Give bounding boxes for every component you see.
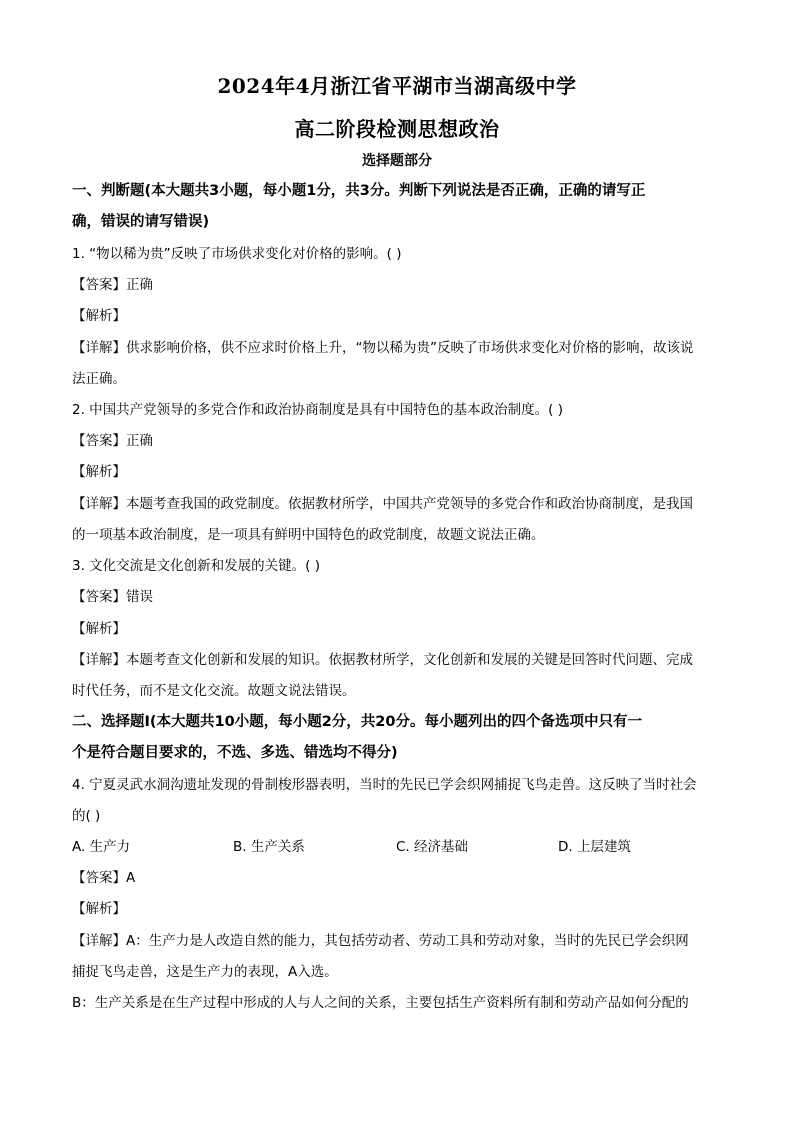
q3-detail-line1: 【详解】本题考查文化创新和发展的知识。依据教材所学，文化创新和发展的关键是回答时代问题、完成: [72, 652, 693, 668]
document-title-line1: 2024年4月浙江省平湖市当湖高级中学: [217, 74, 577, 98]
q1-detail-line2: 法正确。: [72, 371, 126, 387]
q2-answer: 【答案】正确: [72, 433, 153, 449]
q3-detail-line2: 时代任务，而不是文化交流。故题文说法错误。: [72, 683, 356, 699]
document-title-line2: 高二阶段检测思想政治: [294, 117, 500, 141]
part2-heading-line2: 个是符合题目要求的，不选、多选、错选均不得分): [72, 745, 398, 761]
q4-analysis: 【解析】: [72, 901, 126, 917]
q4-answer: 【答案】A: [72, 870, 136, 886]
q3-analysis: 【解析】: [72, 621, 126, 637]
q4-question-line1: 4. 宁夏灵武水洞沟遗址发现的骨制梭形器表明，当时的先民已学会织网捕捉飞鸟走兽。这反映了当时社会: [72, 777, 697, 793]
q1-answer: 【答案】正确: [72, 277, 153, 293]
q3-answer: 【答案】错误: [72, 589, 153, 605]
q1-detail-line1: 【详解】供求影响价格，供不应求时价格上升，“物以稀为贵”反映了市场供求变化对价格的影响，故该说: [72, 340, 694, 356]
q4-detail-line2: 捕捉飞鸟走兽，这是生产力的表现，A入选。: [72, 964, 338, 980]
part1-heading-line2: 确，错误的请写错误): [72, 214, 210, 230]
q2-detail-line2: 的一项基本政治制度，是一项具有鲜明中国特色的政党制度，故题文说法正确。: [72, 527, 545, 543]
q4-detail-line3: B：生产关系是在生产过程中形成的人与人之间的关系，主要包括生产资料所有制和劳动产品如何分配的: [72, 995, 689, 1011]
q2-question: 2. 中国共产党领导的多党合作和政治协商制度是具有中国特色的基本政治制度。( ): [72, 402, 563, 418]
q4-option-d: D. 上层建筑: [558, 839, 631, 855]
q4-option-a: A. 生产力: [72, 839, 131, 855]
q1-analysis: 【解析】: [72, 308, 126, 324]
section-label: 选择题部分: [362, 153, 432, 169]
part2-heading-line1: 二、选择题Ⅰ(本大题共10小题，每小题2分，共20分。每小题列出的四个备选项中只有一: [72, 714, 642, 730]
q1-question: 1. “物以稀为贵”反映了市场供求变化对价格的影响。( ): [72, 246, 402, 262]
q4-detail-line1: 【详解】A：生产力是人改造自然的能力，其包括劳动者、劳动工具和劳动对象，当时的先民已学会织网: [72, 933, 689, 949]
q3-question: 3. 文化交流是文化创新和发展的关键。( ): [72, 558, 320, 574]
q4-option-c: C. 经济基础: [396, 839, 469, 855]
part1-heading-line1: 一、判断题(本大题共3小题，每小题1分，共3分。判断下列说法是否正确，正确的请写正: [72, 183, 646, 199]
q2-analysis: 【解析】: [72, 464, 126, 480]
q4-option-b: B. 生产关系: [233, 839, 305, 855]
q2-detail-line1: 【详解】本题考查我国的政党制度。依据教材所学，中国共产党领导的多党合作和政治协商制度，是我国: [72, 496, 693, 512]
q4-question-line2: 的( ): [72, 808, 101, 824]
